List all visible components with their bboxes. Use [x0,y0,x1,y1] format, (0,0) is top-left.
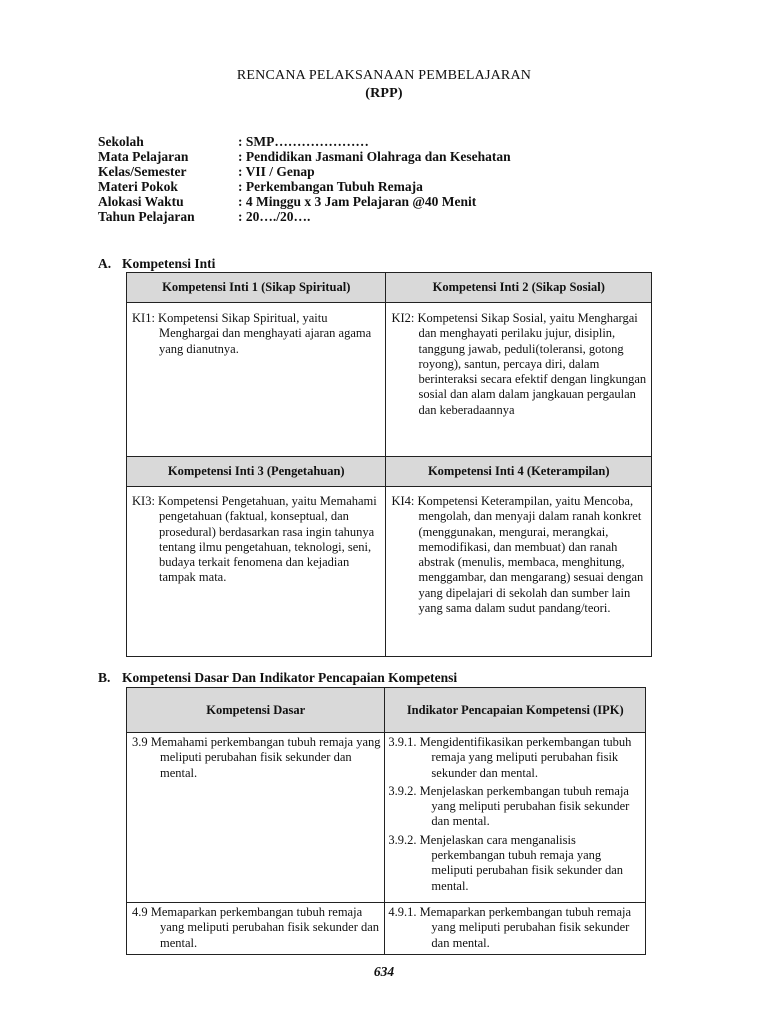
ipk-item: 4.9.1. Memaparkan perkembangan tubuh remaja yang meliputi perubahan fisik sekunder dan mental. [388,905,632,950]
info-value-mata-pelajaran: : Pendidikan Jasmani Olahraga dan Kesehatan [238,149,511,164]
info-label-alokasi-waktu: Alokasi Waktu [98,194,184,209]
info-label-tahun-pelajaran: Tahun Pelajaran [98,209,195,224]
info-label-kelas-semester: Kelas/Semester [98,164,187,179]
ki1-header: Kompetensi Inti 1 (Sikap Spiritual) [127,273,386,303]
section-a-title: Kompetensi Inti [122,256,216,271]
section-b-heading [98,670,457,686]
info-value-kelas-semester: : VII / Genap [238,164,315,179]
section-a-heading [98,256,215,272]
ki2-text: KI2: Kompetensi Sikap Sosial, yaitu Menghargai dan menghayati perilaku jujur, disiplin, tanggung jawab, peduli(toleransi, gotong royong), santun, percaya diri, dalam berinteraksi secara efektif dengan lingkungan sosial dan alam dalam jangkauan pergaulan dan keberadaannya [391,311,647,417]
info-value-materi-pokok: : Perkembangan Tubuh Remaja [238,179,423,194]
section-b-letter: B. [98,670,111,685]
section-a-letter: A. [98,256,112,271]
ipk-item: 3.9.2. Menjelaskan cara menganalisis perkembangan tubuh remaja yang meliputi perubahan fisik sekunder dan mental. [388,832,624,893]
ki1-text: KI1: Kompetensi Sikap Spiritual, yaitu Menghargai dan menghayati ajaran agama yang dianutnya. [132,311,372,356]
table-row [127,273,652,303]
kd-item: 4.9 Memaparkan perkembangan tubuh remaja yang meliputi perubahan fisik sekunder dan mental. [132,905,380,950]
section-b-title: Kompetensi Dasar Dan Indikator Pencapaian Kompetensi [122,670,458,685]
ipk-item: 3.9.2. Menjelaskan perkembangan tubuh remaja yang meliputi perubahan fisik sekunder dan mental. [388,783,630,829]
table-row [127,487,652,657]
info-label-mata-pelajaran: Mata Pelajaran [98,149,189,164]
ki3-header: Kompetensi Inti 3 (Pengetahuan) [127,457,386,487]
table-row [127,688,646,733]
info-value-tahun-pelajaran: : 20…./20…. [238,209,311,224]
document-subtitle: (RPP) [365,86,403,101]
kompetensi-inti-table [126,272,652,657]
ki2-header: Kompetensi Inti 2 (Sikap Sosial) [386,273,652,303]
ki4-text: KI4: Kompetensi Keterampilan, yaitu Mencoba, mengolah, dan menyaji dalam ranah konkret (menggunakan, mengurai, merangkai, memodifikasi, dan membuat) dan ranah abstrak (menulis, membaca, menghitung, menggambar, dan mengarang) sesuai dengan yang dipelajari di sekolah dan sumber lain yang sama dalam sudut pandang/teori. [391,494,644,616]
table-row [127,457,652,487]
info-value-sekolah: : SMP………………… [238,134,369,149]
ipk-item: 3.9.1. Mengidentifikasikan perkembangan tubuh remaja yang meliputi perubahan fisik sekunder dan mental. [388,735,632,780]
ki3-text: KI3: Kompetensi Pengetahuan, yaitu Memahami pengetahuan (faktual, konseptual, dan prosedural) berdasarkan rasa ingin tahunya tentang ilmu pengetahuan, teknologi, seni, budaya terkait fenomena dan kejadian tampak mata. [132,494,377,585]
table-row [127,733,646,903]
info-label-materi-pokok: Materi Pokok [98,179,178,194]
kd-header: Kompetensi Dasar [127,688,385,733]
kompetensi-dasar-table [126,687,646,955]
ki4-header: Kompetensi Inti 4 (Keterampilan) [386,457,652,487]
document-title: RENCANA PELAKSANAAN PEMBELAJARAN [236,68,532,83]
ipk-header: Indikator Pencapaian Kompetensi (IPK) [385,688,646,733]
table-row [127,303,652,457]
kd-item: 3.9 Memahami perkembangan tubuh remaja yang meliputi perubahan fisik sekunder dan mental. [132,735,381,780]
table-row [127,903,646,955]
page-number: 634 [373,964,395,979]
info-value-alokasi-waktu: : 4 Minggu x 3 Jam Pelajaran @40 Menit [238,194,477,209]
info-label-sekolah: Sekolah [98,134,144,149]
